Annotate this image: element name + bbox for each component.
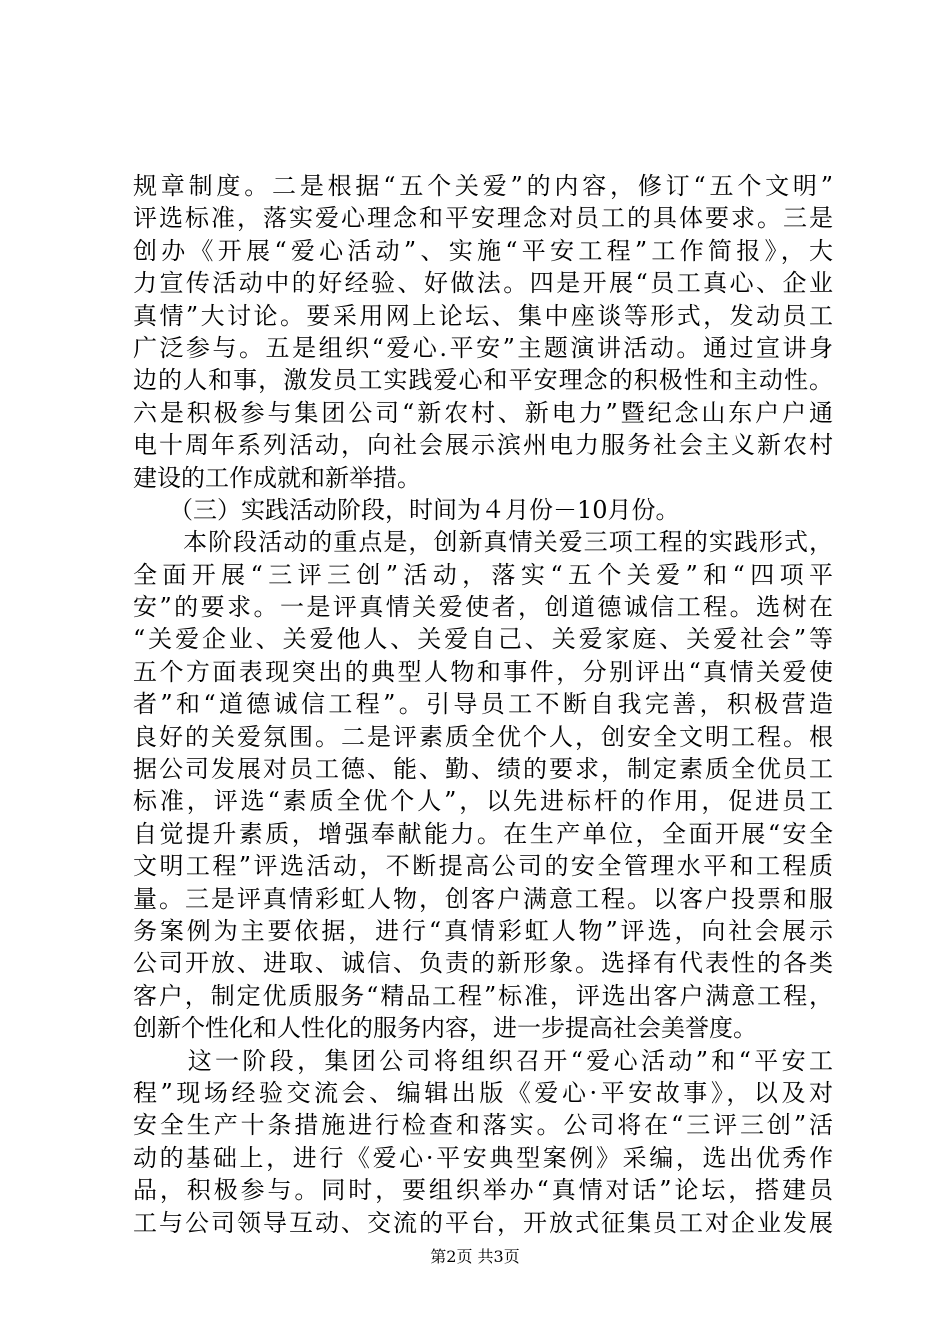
text-line: 程”现场经验交流会、编辑出版《爱心·平安故事》，以及对 xyxy=(133,1078,833,1107)
text-line: 边的人和事，激发员工实践爱心和平安理念的积极性和主动性。 xyxy=(133,366,833,395)
text-line: 评选标准，落实爱心理念和平安理念对员工的具体要求。三是 xyxy=(133,204,833,233)
text-line: 工与公司领导互动、交流的平台，开放式征集员工对企业发展 xyxy=(133,1208,833,1237)
text-line: （三）实践活动阶段，时间为４月份－10月份。 xyxy=(133,495,680,524)
text-line: 者”和“道德诚信工程”。引导员工不断自我完善，积极营造 xyxy=(133,690,833,719)
body-text xyxy=(133,170,833,1239)
text-line: 六是积极参与集团公司“新农村、新电力”暨纪念山东户户通 xyxy=(133,398,833,427)
text-line: 电十周年系列活动，向社会展示滨州电力服务社会主义新农村 xyxy=(133,431,833,460)
text-line: 良好的关爱氛围。二是评素质全优个人，创安全文明工程。根 xyxy=(133,722,833,751)
text-line: 量。三是评真情彩虹人物，创客户满意工程。以客户投票和服 xyxy=(133,884,833,913)
text-line: 力宣传活动中的好经验、好做法。四是开展“员工真心、企业 xyxy=(133,269,833,298)
text-line: 五个方面表现突出的典型人物和事件，分别评出“真情关爱使 xyxy=(133,657,833,686)
text-line: “关爱企业、关爱他人、关爱自己、关爱家庭、关爱社会”等 xyxy=(133,625,833,654)
text-line: 创新个性化和人性化的服务内容，进一步提高社会美誉度。 xyxy=(133,1014,757,1043)
text-line: 这一阶段，集团公司将组织召开“爱心活动”和“平安工 xyxy=(133,1046,833,1075)
text-line: 本阶段活动的重点是，创新真情关爱三项工程的实践形式， xyxy=(133,528,833,557)
text-line: 标准，评选“素质全优个人”，以先进标杆的作用，促进员工 xyxy=(133,787,833,816)
text-line: 动的基础上，进行《爱心·平安典型案例》采编，选出优秀作 xyxy=(133,1143,833,1172)
text-line: 公司开放、进取、诚信、负责的新形象。选择有代表性的各类 xyxy=(133,949,833,978)
page-footer: 第2页 共3页 xyxy=(430,1247,520,1266)
text-line: 品，积极参与。同时，要组织举办“真情对话”论坛，搭建员 xyxy=(133,1176,833,1205)
text-line: 务案例为主要依据，进行“真情彩虹人物”评选，向社会展示 xyxy=(133,916,833,945)
text-line: 广泛参与。五是组织“爱心.平安”主题演讲活动。通过宣讲身 xyxy=(133,333,833,362)
text-line: 自觉提升素质，增强奉献能力。在生产单位，全面开展“安全 xyxy=(133,819,833,848)
text-line: 真情”大讨论。要采用网上论坛、集中座谈等形式，发动员工 xyxy=(133,301,833,330)
text-line: 全面开展“三评三创”活动，落实“五个关爱”和“四项平 xyxy=(133,560,833,589)
text-line: 据公司发展对员工德、能、勤、绩的要求，制定素质全优员工 xyxy=(133,755,833,784)
text-line: 安全生产十条措施进行检查和落实。公司将在“三评三创”活 xyxy=(133,1111,833,1140)
text-line: 安”的要求。一是评真情关爱使者，创道德诚信工程。选树在 xyxy=(133,593,833,622)
text-line: 建设的工作成就和新举措。 xyxy=(133,463,421,492)
text-line: 创办《开展“爱心活动”、实施“平安工程”工作简报》，大 xyxy=(133,236,833,265)
text-line: 客户，制定优质服务“精品工程”标准，评选出客户满意工程， xyxy=(133,981,833,1010)
text-line: 规章制度。二是根据“五个关爱”的内容，修订“五个文明” xyxy=(133,172,833,200)
text-line: 文明工程”评选活动，不断提高公司的安全管理水平和工程质 xyxy=(133,852,833,881)
